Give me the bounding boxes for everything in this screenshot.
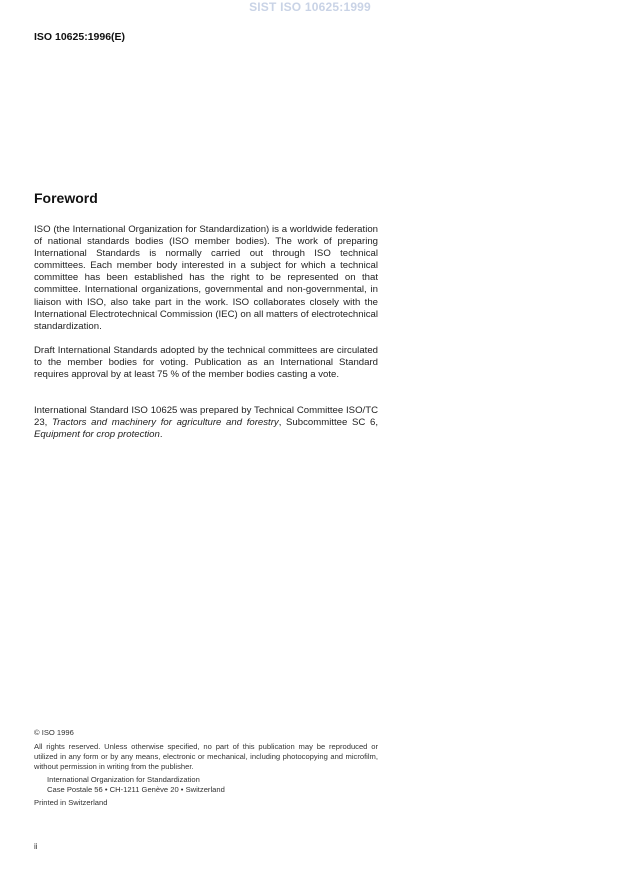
foreword-heading: Foreword <box>34 190 98 206</box>
publisher-postal-address: Case Postale 56 • CH-1211 Genève 20 • Switzerland <box>47 785 225 795</box>
watermark: SIST ISO 10625:1999 <box>249 0 371 14</box>
foreword-paragraph-2: Draft International Standards adopted by the technical committees are circulated to the member bodies for voting. Publication as an International Standard requires approval by at least 75 % of the member bodies casting a vote. <box>34 345 378 381</box>
foreword-paragraph-3 <box>34 405 378 441</box>
document-id: ISO 10625:1996(E) <box>34 31 126 43</box>
paragraph-3-mid: , Subcommittee SC 6, <box>278 417 378 429</box>
paragraph-3-end: . <box>159 429 163 441</box>
printed-in: Printed in Switzerland <box>34 798 108 807</box>
paragraph-3-lead: International Standard ISO 10625 was prepared by Technical Committee ISO/TC 23, <box>34 405 378 429</box>
sc-title: Equipment for crop protection <box>34 429 160 441</box>
page-number: ii <box>34 842 38 851</box>
publisher-address <box>47 775 347 795</box>
rights-statement: All rights reserved. Unless otherwise specified, no part of this publication may be reproduced or utilized in any form or by any means, electronic or mechanical, including photocopying and microfilm, without permission in writing from the publisher. <box>34 742 378 772</box>
tc-title: Tractors and machinery for agriculture and forestry <box>52 417 279 429</box>
foreword-paragraph-1: ISO (the International Organization for Standardization) is a worldwide federation of national standards bodies (ISO member bodies). The work of preparing International Standards is normally carried out through ISO technical committees. Each member body interested in a subject for which a technical committee has been established has the right to be represented on that committee. International organizations, governmental and non-governmental, in liaison with ISO, also take part in the work. ISO collaborates closely with the International Electrotechnical Commission (IEC) on all matters of electrotechnical standardization. <box>34 224 378 332</box>
publisher-name: International Organization for Standardization <box>47 775 200 784</box>
copyright-notice: © ISO 1996 <box>34 728 74 737</box>
